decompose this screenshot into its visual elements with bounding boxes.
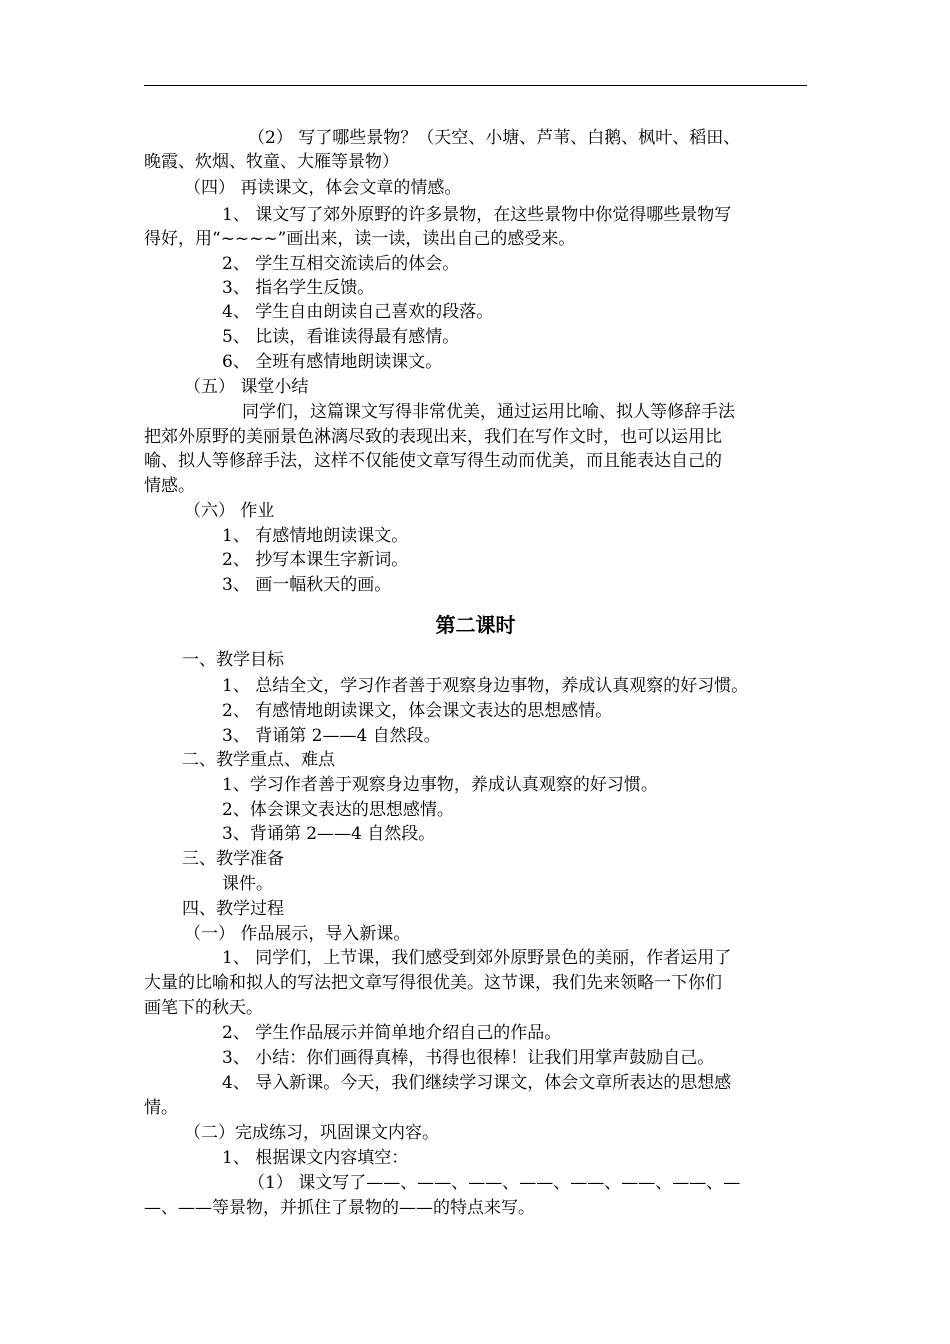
list-item: 3、 画一幅秋天的画。 — [222, 575, 392, 595]
text-line: 课件。 — [222, 874, 273, 894]
list-item: 4、 学生自由朗读自己喜欢的段落。 — [222, 302, 494, 322]
section-heading: 三、教学准备 — [182, 849, 284, 869]
text-line: （2） 写了哪些景物？（天空、小塘、芦苇、白鹅、枫叶、稻田、 — [248, 128, 741, 148]
text-line: 得好，用“~~~~”画出来，读一读，读出自己的感受来。 — [144, 229, 576, 249]
text-line: 情感。 — [144, 476, 195, 496]
header-rule — [144, 85, 807, 86]
list-item: 1、 根据课文内容填空： — [222, 1148, 409, 1168]
list-item: 3、 小结：你们画得真棒，书得也很棒！让我们用掌声鼓励自己。 — [222, 1048, 715, 1068]
list-item: 3、 指名学生反馈。 — [222, 278, 375, 298]
list-item: 1、 总结全文，学习作者善于观察身边事物，养成认真观察的好习惯。 — [222, 676, 749, 696]
text-line: 喻、拟人等修辞手法，这样不仅能使文章写得生动而优美，而且能表达自己的 — [144, 451, 722, 471]
list-item: 1、 有感情地朗读课文。 — [222, 526, 409, 546]
text-line: 同学们，这篇课文写得非常优美，通过运用比喻、拟人等修辞手法 — [242, 402, 735, 422]
section-heading: 二、教学重点、难点 — [182, 750, 335, 770]
text-line: 画笔下的秋天。 — [144, 998, 263, 1018]
lesson-title: 第二课时 — [435, 613, 516, 637]
list-item: 1、学习作者善于观察身边事物，养成认真观察的好习惯。 — [222, 775, 658, 795]
section-heading: （六） 作业 — [184, 501, 275, 521]
section-heading: （五） 课堂小结 — [184, 377, 309, 397]
text-line: 大量的比喻和拟人的写法把文章写得很优美。这节课，我们先来领略一下你们 — [144, 973, 722, 993]
list-item: 3、背诵第 2——4 自然段。 — [222, 824, 436, 844]
text-line: 1、 同学们，上节课，我们感受到郊外原野景色的美丽，作者运用了 — [222, 948, 732, 968]
section-heading: （一） 作品展示，导入新课。 — [184, 924, 411, 944]
text-line: 1、 课文写了郊外原野的许多景物，在这些景物中你觉得哪些景物写 — [222, 205, 732, 225]
text-line: （1） 课文写了——、——、——、——、——、——、——、— — [248, 1173, 741, 1193]
list-item: 2、 学生互相交流读后的体会。 — [222, 254, 460, 274]
text-line: 情。 — [144, 1098, 178, 1118]
section-heading: 四、教学过程 — [182, 899, 284, 919]
text-line: —、——等景物，并抓住了景物的——的特点来写。 — [144, 1198, 535, 1218]
list-item: 2、 抄写本课生字新词。 — [222, 550, 409, 570]
list-item: 3、 背诵第 2——4 自然段。 — [222, 726, 441, 746]
list-item: 2、体会课文表达的思想感情。 — [222, 800, 454, 820]
section-heading: （二）完成练习，巩固课文内容。 — [184, 1123, 439, 1143]
section-heading: 一、教学目标 — [182, 650, 284, 670]
list-item: 2、 有感情地朗读课文，体会课文表达的思想感情。 — [222, 701, 613, 721]
text-line: 把郊外原野的美丽景色淋漓尽致的表现出来，我们在写作文时，也可以运用比 — [144, 427, 722, 447]
list-item: 5、 比读，看谁读得最有感情。 — [222, 327, 460, 347]
text-line: 4、 导入新课。今天，我们继续学习课文，体会文章所表达的思想感 — [222, 1073, 732, 1093]
section-heading: （四） 再读课文，体会文章的情感。 — [184, 178, 462, 198]
list-item: 6、 全班有感情地朗读课文。 — [222, 352, 443, 372]
text-line: 晚霞、炊烟、牧童、大雁等景物） — [144, 152, 399, 172]
list-item: 2、 学生作品展示并简单地介绍自己的作品。 — [222, 1023, 562, 1043]
